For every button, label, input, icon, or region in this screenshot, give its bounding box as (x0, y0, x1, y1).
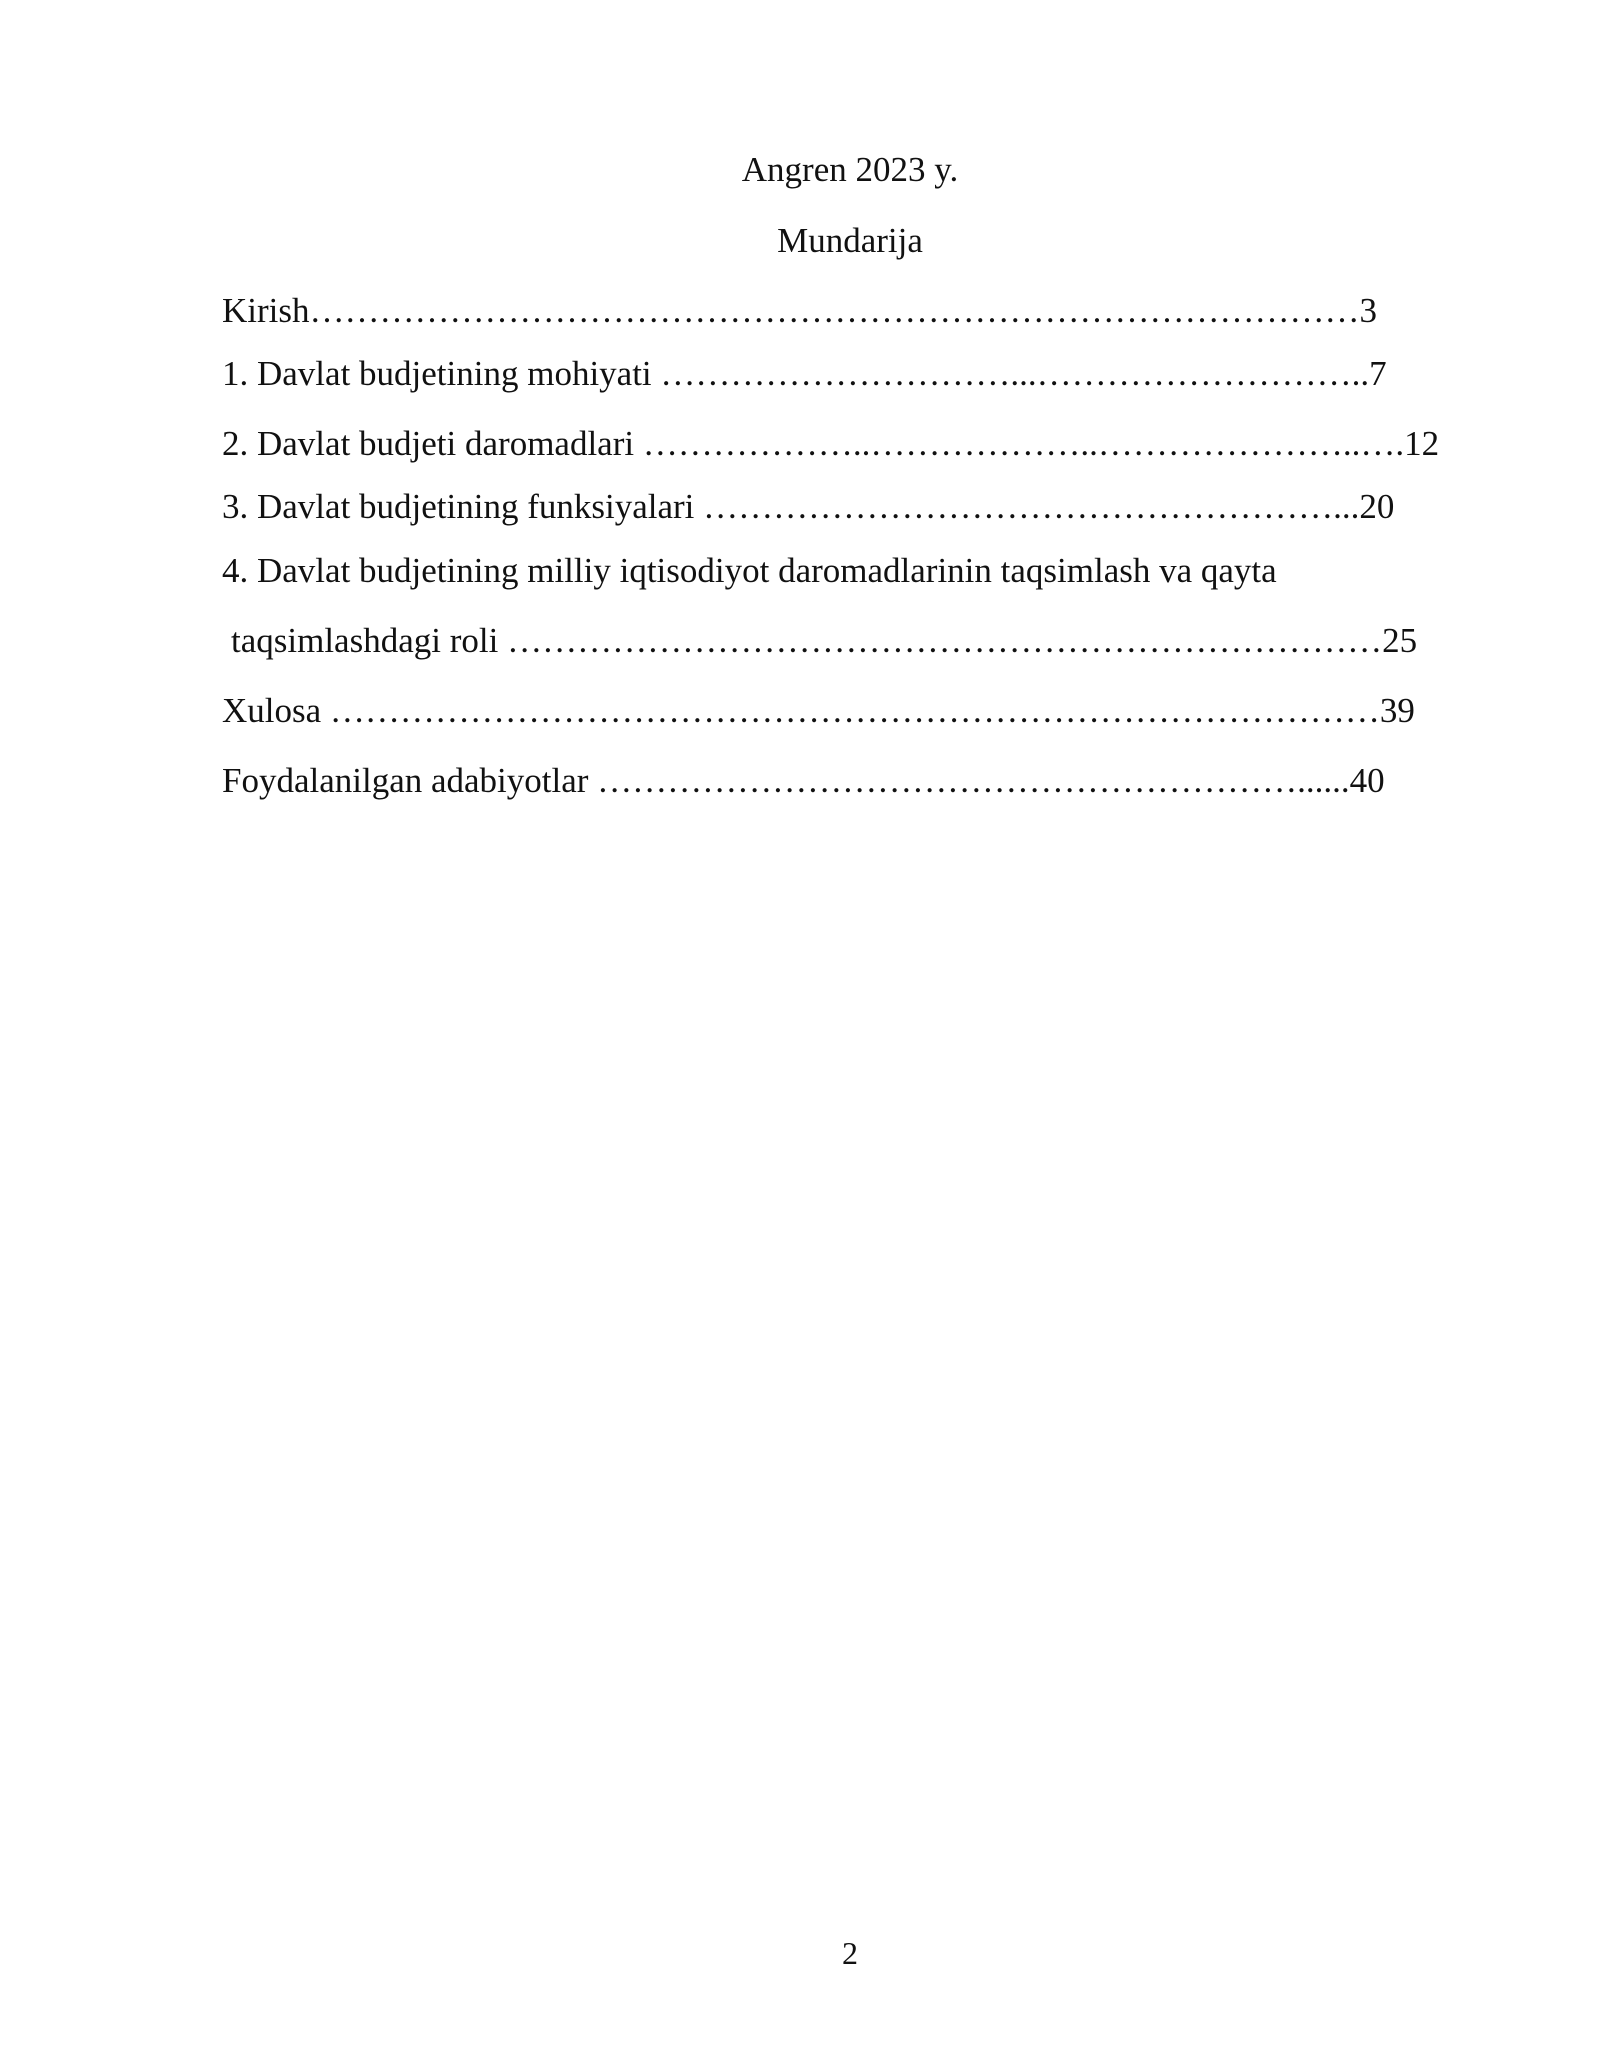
toc-entry-chapter-4-line-2: taqsimlashdagi roli …………………………………………………………………25 (231, 621, 1418, 660)
toc-entry-chapter-1: 1. Davlat budjetining mohiyati …………………………...………………………..7 (222, 354, 1387, 393)
city-year: Angren 2023 y. (741, 150, 959, 189)
toc-entry-introduction: Kirish………………………………………………………………………………3 (222, 291, 1377, 330)
page-number: 2 (842, 1935, 858, 1971)
toc-entry-chapter-2: 2. Davlat budjeti daromadlari ………………..………………..…………………..….12 (222, 424, 1440, 463)
toc-entry-chapter-3: 3. Davlat budjetining funksiyalari ………………………………………………...20 (222, 487, 1395, 526)
toc-entry-chapter-4-line-1: 4. Davlat budjetining milliy iqtisodiyot daromadlarinin taqsimlash va qayta (222, 551, 1277, 590)
toc-title: Mundarija (777, 221, 923, 260)
toc-entry-references: Foydalanilgan adabiyotlar ……………………………………………………......40 (222, 761, 1385, 800)
toc-entry-conclusion: Xulosa ………………………………………………………………………………39 (222, 691, 1415, 730)
